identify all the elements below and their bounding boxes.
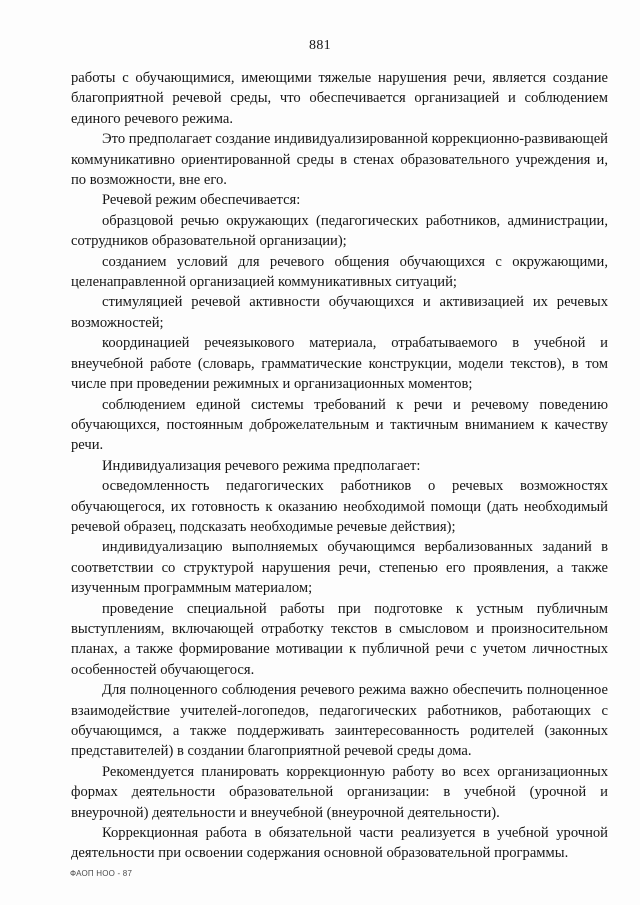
paragraph: Рекомендуется планировать коррекционную работу во всех организационных формах деятельности образовательной организации: в учебной (урочной и внеурочной) деятельности и внеучебной (внеурочной деятельности). <box>71 763 608 821</box>
page-number: 881 <box>309 38 331 53</box>
list-item: координацией речеязыкового материала, отрабатываемого в учебной и внеучебной работе (словарь, грамматические конструкции, модели текстов), в том числе при проведении режимных и организационных моментов; <box>71 335 608 393</box>
paragraph-heading: Индивидуализация речевого режима предполагает: <box>102 457 421 474</box>
list-item: соблюдением единой системы требований к речи и речевому поведению обучающихся, постоянным доброжелательным и тактичным вниманием к качеству речи. <box>71 396 608 454</box>
list-item: проведение специальной работы при подготовке к устным публичным выступлениям, включающей отработку текстов в смысловом и произносительном планах, а также формирование мотивации к публичной речи с учетом личностных особенностей обучающегося. <box>71 600 608 678</box>
list-item: образцовой речью окружающих (педагогических работников, администрации, сотрудников образовательной организации); <box>71 212 608 250</box>
list-item: индивидуализацию выполняемых обучающимся вербализованных заданий в соответствии со структурой нарушения речи, степенью его проявления, а также изученным программным материалом; <box>71 539 608 597</box>
paragraph: Для полноценного соблюдения речевого режима важно обеспечить полноценное взаимодействие учителей-логопедов, педагогических работников, работающих с обучающимся, а также поддерживать заинтересованность родителей (законных представителей) в создании благоприятной речевой среды дома. <box>71 682 608 760</box>
paragraph: Коррекционная работа в обязательной части реализуется в учебной урочной деятельности при освоении содержания основной образовательной программы. <box>71 825 608 862</box>
list-item: стимуляцией речевой активности обучающихся и активизацией их речевых возможностей; <box>71 294 608 331</box>
list-item: осведомленность педагогических работников о речевых возможностях обучающегося, их готовность к оказанию необходимой помощи (дать необходимый речевой образец, подсказать необходимые речевые действия); <box>71 478 608 535</box>
paragraph-heading: Речевой режим обеспечивается: <box>102 192 301 209</box>
paragraph: Это предполагает создание индивидуализированной коррекционно-развивающей коммуникативно ориентированной среды в стенах образовательного учреждения и, по возможности, вне его. <box>71 131 608 189</box>
document-body <box>71 68 608 864</box>
paragraph-continuation: работы с обучающимися, имеющими тяжелые нарушения речи, является создание благоприятной речевой среды, что обеспечивается организацией и соблюдением единого речевого режима. <box>71 70 608 127</box>
list-item: созданием условий для речевого общения обучающихся с окружающими, целенаправленной организацией коммуникативных ситуаций; <box>71 253 608 291</box>
footer-stamp: ФАОП НОО - 87 <box>70 869 133 878</box>
